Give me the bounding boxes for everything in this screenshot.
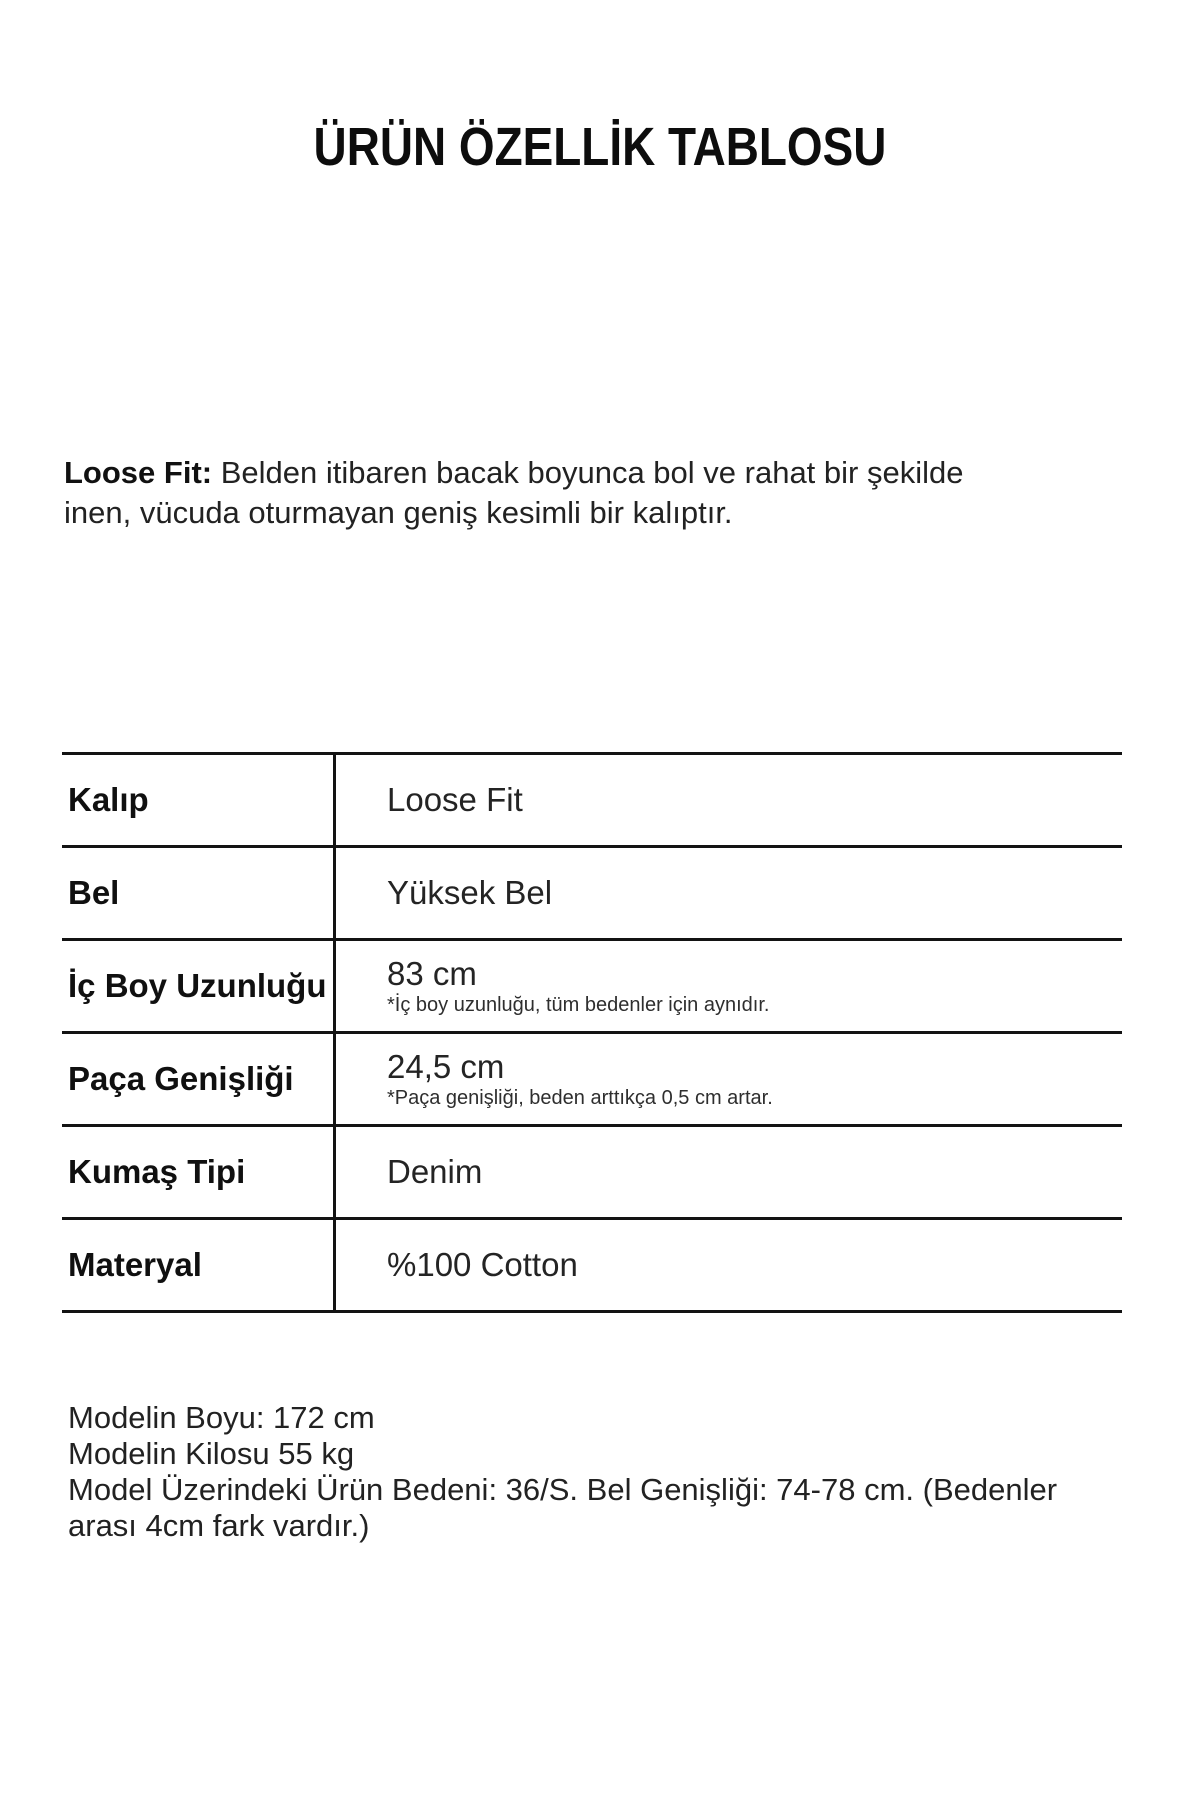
row-value-cell xyxy=(333,941,1122,1031)
row-label: Bel xyxy=(68,874,120,911)
row-note: *İç boy uzunluğu, tüm bedenler için aynıdır. xyxy=(387,993,770,1016)
row-label: Kalıp xyxy=(68,781,149,818)
row-value: 24,5 cm xyxy=(387,1047,505,1085)
row-value: 83 cm xyxy=(387,954,477,992)
fit-description-text-1: Belden itibaren bacak boyunca bol ve rahat bir şekilde xyxy=(212,455,964,490)
table-row-ic-boy xyxy=(62,941,1122,1034)
table-row-bel xyxy=(62,848,1122,941)
table-row-kumas xyxy=(62,1127,1122,1220)
row-value-cell xyxy=(333,1127,1122,1217)
row-value-cell xyxy=(333,1034,1122,1124)
model-info-line-size-2: arası 4cm fark vardır.) xyxy=(68,1508,370,1543)
row-value: %100 Cotton xyxy=(387,1246,578,1283)
row-value: Denim xyxy=(387,1153,483,1190)
row-value-cell xyxy=(333,755,1122,845)
table-row-materyal xyxy=(62,1220,1122,1310)
row-label: Kumaş Tipi xyxy=(68,1153,246,1190)
table-row-kalip xyxy=(62,755,1122,848)
model-info xyxy=(68,1400,1148,1544)
row-note: *Paça genişliği, beden arttıkça 0,5 cm artar. xyxy=(387,1086,773,1109)
spec-table xyxy=(62,752,1122,1313)
model-info-line-height: Modelin Boyu: 172 cm xyxy=(68,1400,375,1435)
row-value: Yüksek Bel xyxy=(387,874,553,911)
row-label: Materyal xyxy=(68,1246,202,1283)
row-label: Paça Genişliği xyxy=(68,1060,294,1097)
page-title xyxy=(0,116,1200,178)
fit-description-line-2: inen, vücuda oturmayan geniş kesimli bir kalıptır. xyxy=(64,495,733,530)
table-row-paca xyxy=(62,1034,1122,1127)
row-label: İç Boy Uzunluğu xyxy=(68,967,327,1004)
row-value-cell xyxy=(333,848,1122,938)
model-info-line-weight: Modelin Kilosu 55 kg xyxy=(68,1436,355,1471)
fit-description xyxy=(64,453,1134,533)
page-title-text: ÜRÜN ÖZELLİK TABLOSU xyxy=(313,117,887,177)
row-value: Loose Fit xyxy=(387,781,523,818)
row-value-cell xyxy=(333,1220,1122,1310)
fit-label: Loose Fit: xyxy=(64,455,213,490)
fit-description-line-1 xyxy=(64,453,1134,493)
model-info-line-size-1: Model Üzerindeki Ürün Bedeni: 36/S. Bel Genişliği: 74-78 cm. (Bedenler xyxy=(68,1472,1058,1507)
